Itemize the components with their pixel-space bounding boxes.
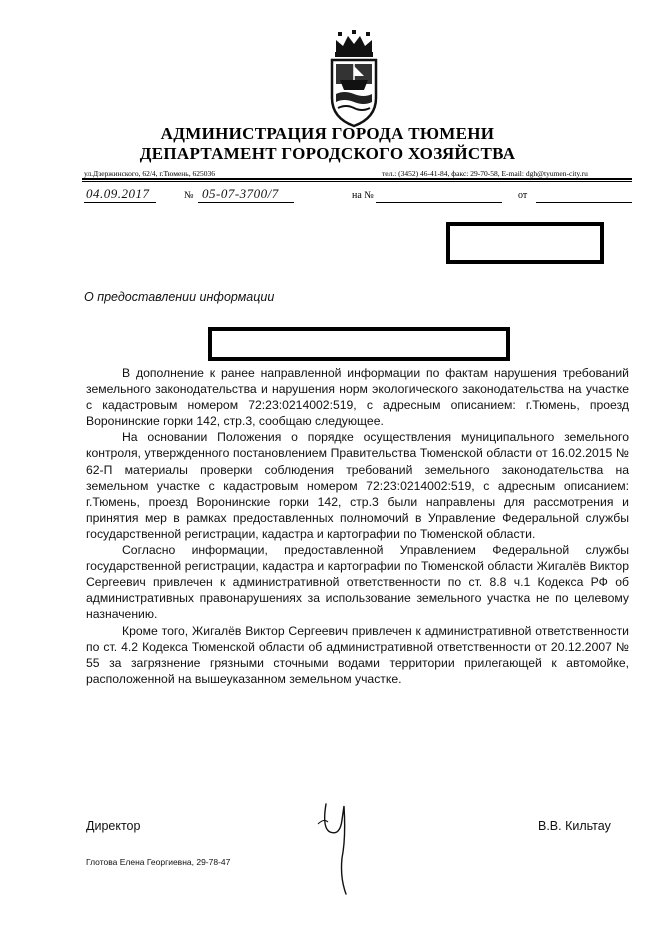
signatory-title: Директор bbox=[86, 819, 141, 833]
header-rule bbox=[82, 178, 632, 180]
organization-name: АДМИНИСТРАЦИЯ ГОРОДА ТЮМЕНИ bbox=[160, 124, 495, 143]
outgoing-date: 04.09.2017 bbox=[86, 186, 150, 201]
redacted-addressee bbox=[446, 222, 604, 264]
letter-body bbox=[86, 365, 629, 687]
performer-contact: Глотова Елена Георгиевна, 29-78-47 bbox=[86, 857, 231, 867]
postal-address: ул.Дзержинского, 62/4, г.Тюмень, 625036 bbox=[84, 169, 215, 178]
department-name: ДЕПАРТАМЕНТ ГОРОДСКОГО ХОЗЯЙСТВА bbox=[139, 144, 516, 163]
body-paragraph: На основании Положения о порядке осуществления муниципального земельного контроля, утвержденного постановлением Правительства Тюменской области от 16.02.2015 № 62-П материалы проверки соблюдения требований земельного законодательства на земельном участке с кадастровым номером 72:23:0214002:519, с адресным описанием: г.Тюмень, проезд Воронинские горки 142, стр.3 были направлены для рассмотрения и принятия мер в рамках предоставленных полномочий в Управление Федеральной службы государственной регистрации, кадастра и картографии по Тюменской области. bbox=[86, 430, 629, 541]
redacted-salutation bbox=[208, 327, 510, 361]
number-underline bbox=[198, 202, 294, 203]
signatory-name: В.В. Кильтау bbox=[538, 819, 611, 833]
from-underline bbox=[536, 202, 632, 203]
registration-row bbox=[84, 186, 634, 206]
header-rule-thin bbox=[82, 181, 632, 182]
coat-of-arms-icon bbox=[324, 30, 384, 130]
body-paragraph: Кроме того, Жигалёв Виктор Сергеевич привлечен к административной ответственности по ст. 4.2 Кодекса Тюменской области об административной ответственности от 20.12.2007 № 55 за загрязнение грязными сточными водами территории прилегающей к автомойке, расположенной на вышеуказанном земельном участке. bbox=[86, 623, 629, 686]
body-paragraph: В дополнение к ранее направленной информации по фактам нарушения требований земельного законодательства и нарушения норм экологического законодательства на участке с кадастровым номером 72:23:0214002:519, с адресным описанием: г.Тюмень, проезд Воронинские горки 142, стр.3, сообщаю следующее. bbox=[86, 366, 629, 429]
contact-details: тел.: (3452) 46-41-84, факс: 29-70-58, E-mail: dgh@tyumen-city.ru bbox=[382, 169, 588, 178]
letter-subject: О предоставлении информации bbox=[84, 290, 275, 304]
date-underline bbox=[84, 202, 156, 203]
body-paragraph: Согласно информации, предоставленной Управлением Федеральной службы государственной регистрации, кадастра и картографии по Тюменской области Жигалёв Виктор Сергеевич привлечен к административной ответственности по ст. 8.8 ч.1 Кодекса РФ об административных правонарушениях за использование земельного участка не по целевому назначению. bbox=[86, 543, 629, 622]
signature-icon bbox=[312, 798, 372, 898]
from-label: от bbox=[518, 190, 528, 201]
outgoing-number: 05-07-3700/7 bbox=[202, 186, 279, 201]
number-label: № bbox=[184, 190, 194, 201]
in-reply-underline bbox=[376, 202, 502, 203]
in-reply-label: на № bbox=[352, 190, 374, 201]
